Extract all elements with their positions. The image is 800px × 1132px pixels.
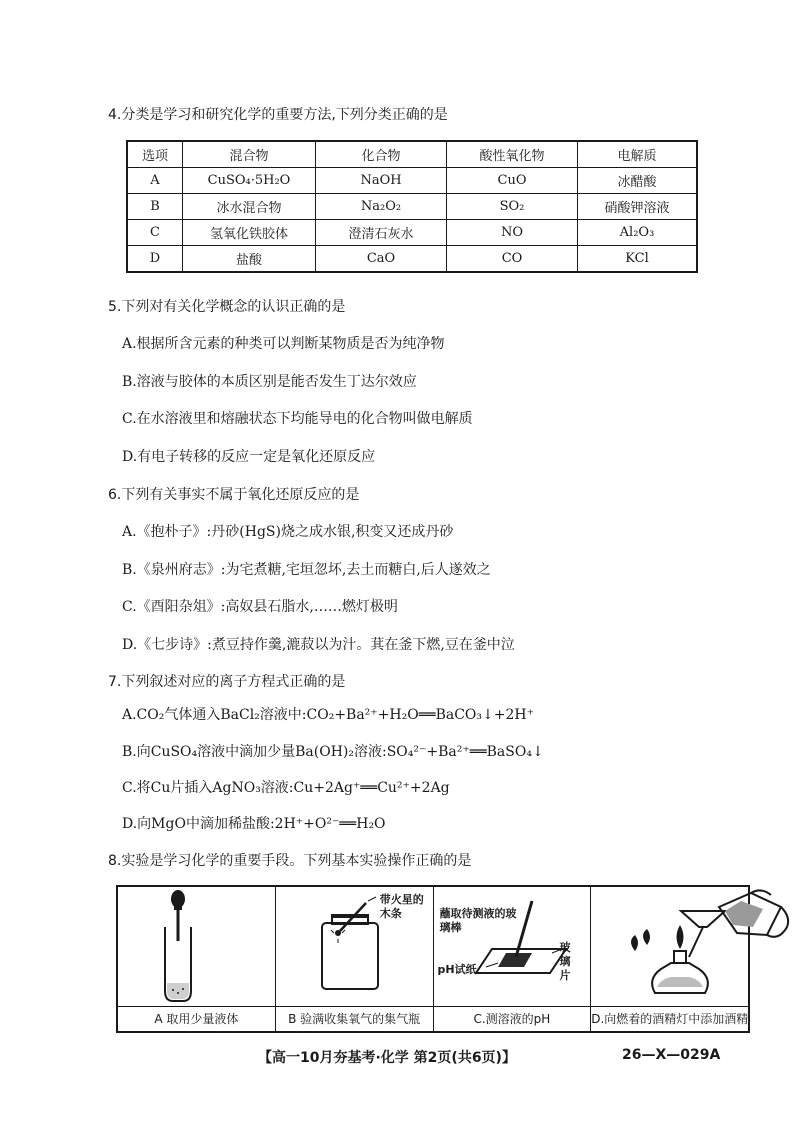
caption-c: C.测溶液的pH — [434, 1006, 591, 1031]
q5-option-c: C.在水溶液里和熔融状态下均能导电的化合物叫做电解质 — [122, 411, 473, 427]
label-splint: 带火星的木条 — [379, 893, 424, 920]
table-cell: 氢氧化铁胶体 — [183, 220, 316, 246]
q5-option-b: B.溶液与胶体的本质区别是能否发生丁达尔效应 — [122, 374, 417, 390]
q7-option-b: B.向CuSO₄溶液中滴加少量Ba(OH)₂溶液:SO₄²⁻+Ba²⁺══BaSO₄↓ — [122, 744, 544, 760]
table-header-cell: 混合物 — [183, 141, 316, 168]
q6-option-d: D.《七步诗》:煮豆持作羹,漉菽以为汁。萁在釜下燃,豆在釜中泣 — [122, 637, 515, 653]
caption-d: D.向燃着的酒精灯中添加酒精 — [591, 1006, 748, 1031]
table-cell: C — [127, 220, 183, 246]
table-row — [127, 220, 697, 246]
table-header-cell: 选项 — [127, 141, 183, 168]
footer-code: 26—X—029A — [622, 1047, 721, 1063]
caption-a: A 取用少量液体 — [118, 1006, 275, 1031]
q5-title: 5.下列对有关化学概念的认识正确的是 — [108, 299, 346, 315]
q7-option-d: D.向MgO中滴加稀盐酸:2H⁺+O²⁻══H₂O — [122, 816, 386, 832]
table-row — [127, 168, 697, 194]
table-cell: CuSO₄·5H₂O — [183, 168, 316, 194]
dropper-testtube-illustration — [118, 887, 235, 1009]
label-glass-slide: 玻璃片 — [559, 941, 571, 982]
table-cell: B — [127, 194, 183, 220]
q8-title: 8.实验是学习化学的重要手段。下列基本实验操作正确的是 — [108, 853, 472, 869]
figure-a — [118, 887, 276, 1031]
table-cell: SO₂ — [447, 194, 578, 220]
q7-title: 7.下列叙述对应的离子方程式正确的是 — [108, 674, 346, 690]
table-header-row — [127, 141, 697, 168]
q6-option-a: A.《抱朴子》:丹砂(HgS)烧之成水银,积变又还成丹砂 — [122, 524, 454, 540]
q6-option-b: B.《泉州府志》:为宅煮糖,宅垣忽坏,去土而糖白,后人遂效之 — [122, 562, 491, 578]
experiment-figure — [116, 885, 750, 1033]
caption-b: B 验满收集氧气的集气瓶 — [276, 1006, 433, 1031]
table-cell: 盐酸 — [183, 246, 316, 273]
q4-title: 4.分类是学习和研究化学的重要方法,下列分类正确的是 — [108, 107, 448, 123]
q7-option-c: C.将Cu片插入AgNO₃溶液:Cu+2Ag⁺══Cu²⁺+2Ag — [122, 780, 450, 796]
footer-page-info: 【高一10月夯基考·化学 第2页(共6页)】 — [258, 1050, 516, 1066]
q5-option-a: A.根据所含元素的种类可以判断某物质是否为纯净物 — [122, 336, 445, 352]
table-cell: CaO — [316, 246, 447, 273]
table-cell: NO — [447, 220, 578, 246]
classification-table — [126, 140, 698, 273]
table-cell: A — [127, 168, 183, 194]
table-row — [127, 194, 697, 220]
table-cell: 硝酸钾溶液 — [578, 194, 698, 220]
table-cell: CuO — [447, 168, 578, 194]
table-cell: D — [127, 246, 183, 273]
table-cell: NaOH — [316, 168, 447, 194]
table-cell: 冰醋酸 — [578, 168, 698, 194]
table-header-cell: 电解质 — [578, 141, 698, 168]
alcohol-lamp-illustration — [591, 887, 800, 1009]
table-cell: Na₂O₂ — [316, 194, 447, 220]
table-header-cell: 化合物 — [316, 141, 447, 168]
label-ph-paper: pH试纸 — [437, 963, 477, 976]
table-cell: CO — [447, 246, 578, 273]
q6-title: 6.下列有关事实不属于氧化还原反应的是 — [108, 487, 360, 503]
figure-c — [434, 887, 592, 1031]
table-header-cell: 酸性氧化物 — [447, 141, 578, 168]
figure-b — [276, 887, 434, 1031]
q6-option-c: C.《酉阳杂俎》:高奴县石脂水,……燃灯极明 — [122, 599, 398, 615]
table-cell: 澄清石灰水 — [316, 220, 447, 246]
table-cell: 冰水混合物 — [183, 194, 316, 220]
ph-paper-illustration — [434, 887, 578, 1009]
label-glass-rod: 蘸取待测液的玻璃棒 — [439, 907, 517, 934]
table-row — [127, 246, 697, 273]
table-cell: KCl — [578, 246, 698, 273]
q7-option-a: A.CO₂气体通入BaCl₂溶液中:CO₂+Ba²⁺+H₂O══BaCO₃↓+2H⁺ — [122, 707, 534, 723]
table-cell: Al₂O₃ — [578, 220, 698, 246]
figure-d — [591, 887, 748, 1031]
q5-option-d: D.有电子转移的反应一定是氧化还原反应 — [122, 449, 376, 465]
